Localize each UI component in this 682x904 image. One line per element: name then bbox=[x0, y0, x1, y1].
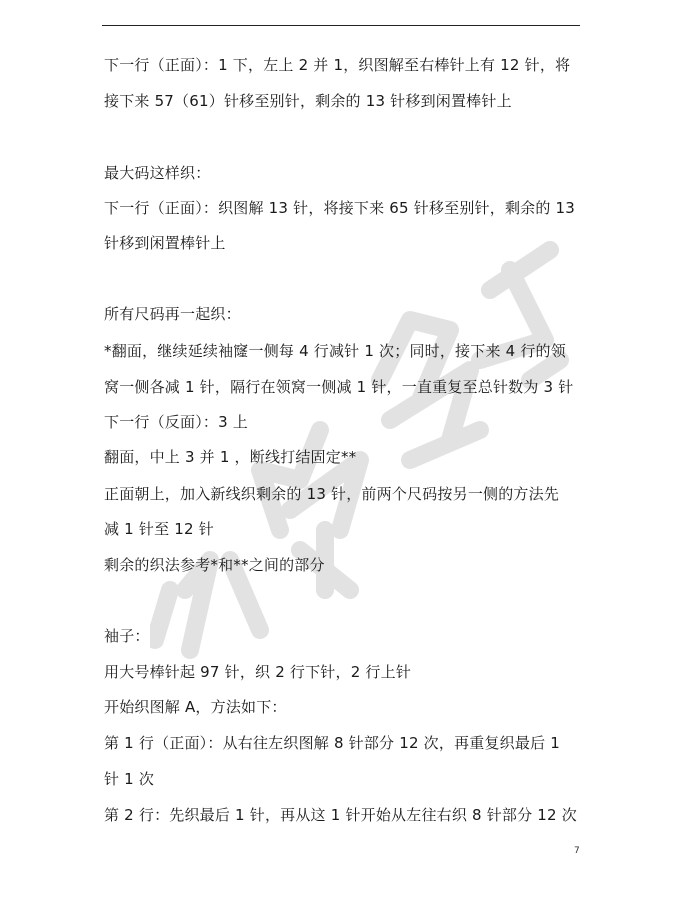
paragraph-line: 开始织图解 A，方法如下： bbox=[104, 698, 287, 716]
paragraph-line: 下一行（反面）：3 上 bbox=[104, 413, 249, 431]
header-rule bbox=[102, 25, 580, 26]
paragraph-line: 减 1 针至 12 针 bbox=[104, 520, 214, 538]
paragraph-line: 第 1 行（正面）：从右往左织图解 8 针部分 12 次，再重复织最后 1 bbox=[104, 734, 560, 752]
paragraph-line: *翻面，继续延续袖窿一侧每 4 行减针 1 次；同时，接下来 4 行的领 bbox=[104, 342, 566, 360]
paragraph-line: 下一行（正面）：织图解 13 针，将接下来 65 针移至别针，剩余的 13 bbox=[104, 199, 576, 217]
paragraph-line: 下一行（正面）：1 下，左上 2 并 1，织图解至右棒针上有 12 针，将 bbox=[104, 56, 571, 74]
paragraph-line: 针移到闲置棒针上 bbox=[104, 234, 226, 252]
paragraph-line: 窝一侧各减 1 针，隔行在领窝一侧减 1 针，一直重复至总针数为 3 针 bbox=[104, 378, 574, 396]
section-heading: 所有尺码再一起织： bbox=[104, 305, 241, 323]
paragraph-line: 接下来 57（61）针移至别针，剩余的 13 针移到闲置棒针上 bbox=[104, 92, 512, 110]
section-heading: 袖子： bbox=[104, 627, 150, 645]
paragraph-line: 翻面，中上 3 并 1 ，断线打结固定** bbox=[104, 448, 357, 466]
page-number: 7 bbox=[574, 846, 580, 856]
paragraph-line: 针 1 次 bbox=[104, 770, 155, 788]
paragraph-line: 正面朝上，加入新线织剩余的 13 针，前两个尺码按另一侧的方法先 bbox=[104, 485, 560, 503]
section-heading: 最大码这样织： bbox=[104, 164, 211, 182]
paragraph-line: 第 2 行：先织最后 1 针，再从这 1 针开始从左往右织 8 针部分 12 次 bbox=[104, 806, 577, 824]
paragraph-line: 剩余的织法参考*和**之间的部分 bbox=[104, 556, 325, 574]
paragraph-line: 用大号棒针起 97 针，织 2 行下针，2 行上针 bbox=[104, 663, 412, 681]
